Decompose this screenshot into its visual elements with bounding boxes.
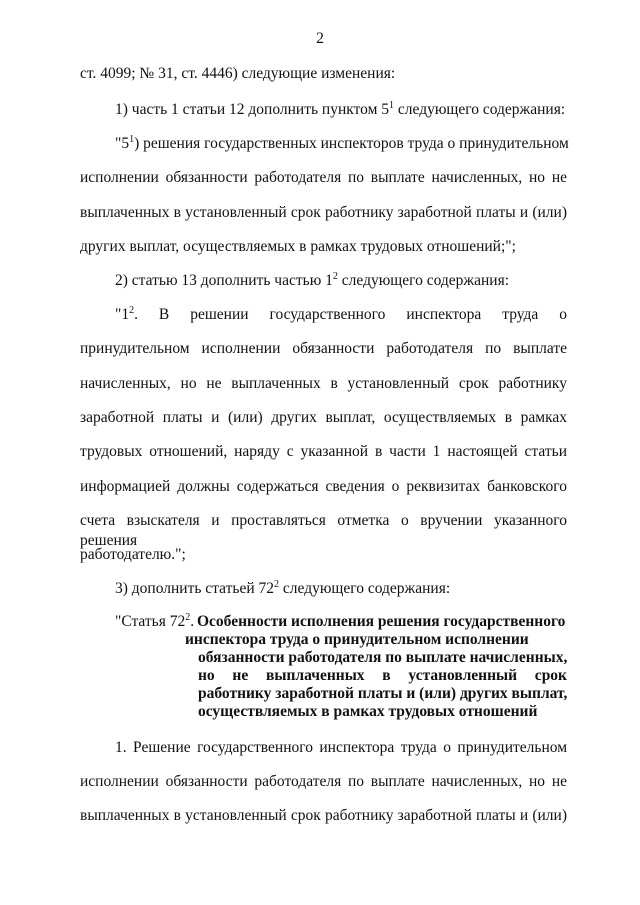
text-fragment: ) решения государственных инспекторов труда о принудительном: [134, 135, 569, 152]
text-line: заработной платы и (или) других выплат, осуществляемых в рамках: [80, 409, 567, 426]
text-fragment: следующего содержания:: [337, 272, 510, 289]
article-title-line: Особенности исполнения решения государственного: [197, 613, 566, 630]
text-line: [115, 305, 567, 325]
text-fragment: "5: [115, 135, 130, 152]
text-fragment: 1) часть 1 статьи 12 дополнить пунктом 5: [115, 101, 390, 118]
text-line: информацией должны содержаться сведения о реквизитах банковского: [80, 478, 567, 495]
text-line: трудовых отношений, наряду с указанной в части 1 настоящей статьи: [80, 443, 567, 460]
text-fragment: "1: [115, 306, 130, 323]
superscript: 2: [332, 270, 338, 282]
superscript: 1: [389, 99, 395, 111]
text-fragment: "Статья 72: [115, 613, 186, 630]
article-title: [185, 613, 568, 721]
text-line: [115, 134, 567, 154]
superscript: 2: [274, 578, 280, 590]
page-number: 2: [316, 30, 324, 47]
text-line: других выплат, осуществляемых в рамках трудовых отношений;";: [80, 238, 516, 255]
superscript: 1: [129, 133, 135, 145]
superscript: 2: [129, 304, 135, 316]
text-line: счета взыскателя и проставляться отметка о вручении указанного решения: [80, 512, 567, 549]
text-fragment: следующего содержания:: [279, 580, 451, 597]
text-fragment: .: [190, 613, 195, 630]
text-line: исполнении обязанности работодателя по выплате начисленных, но не: [80, 169, 567, 186]
superscript: 2: [185, 611, 191, 623]
text-line: выплаченных в установленный срок работнику заработной платы и (или): [80, 204, 567, 221]
text-line: 1. Решение государственного инспектора труда о принудительном: [115, 739, 567, 756]
text-line: принудительном исполнении обязанности работодателя по выплате: [80, 340, 567, 357]
article-title-line: работнику заработной платы и (или) других выплат,: [198, 685, 568, 702]
text-line: [80, 64, 567, 84]
text-line: [115, 579, 567, 599]
text-fragment: ст. 4099; № 31, ст. 4446) следующие изменения:: [80, 65, 396, 82]
article-title-line: инспектора труда о принудительном исполнении: [185, 631, 529, 648]
text-line: начисленных, но не выплаченных в установленный срок работнику: [80, 375, 567, 392]
article-label: [115, 613, 194, 631]
text-fragment: 3) дополнить статьей 72: [115, 580, 275, 597]
text-line: работодателю.";: [80, 546, 186, 563]
text-fragment: следующего содержания:: [394, 101, 566, 118]
article-title-line: обязанности работодателя по выплате начисленных,: [198, 649, 568, 666]
text-line: выплаченных в установленный срок работнику заработной платы и (или): [80, 807, 567, 824]
text-line: [115, 271, 567, 291]
text-line: исполнении обязанности работодателя по выплате начисленных, но не: [80, 773, 567, 790]
text-fragment: 2) статью 13 дополнить частью 1: [115, 272, 333, 289]
text-fragment: . В решении государственного инспектора труда о: [134, 306, 567, 323]
article-title-line: осуществляемых в рамках трудовых отношений: [198, 703, 538, 720]
text-line: [115, 100, 567, 120]
article-title-line: но не выплаченных в установленный срок: [198, 667, 567, 684]
